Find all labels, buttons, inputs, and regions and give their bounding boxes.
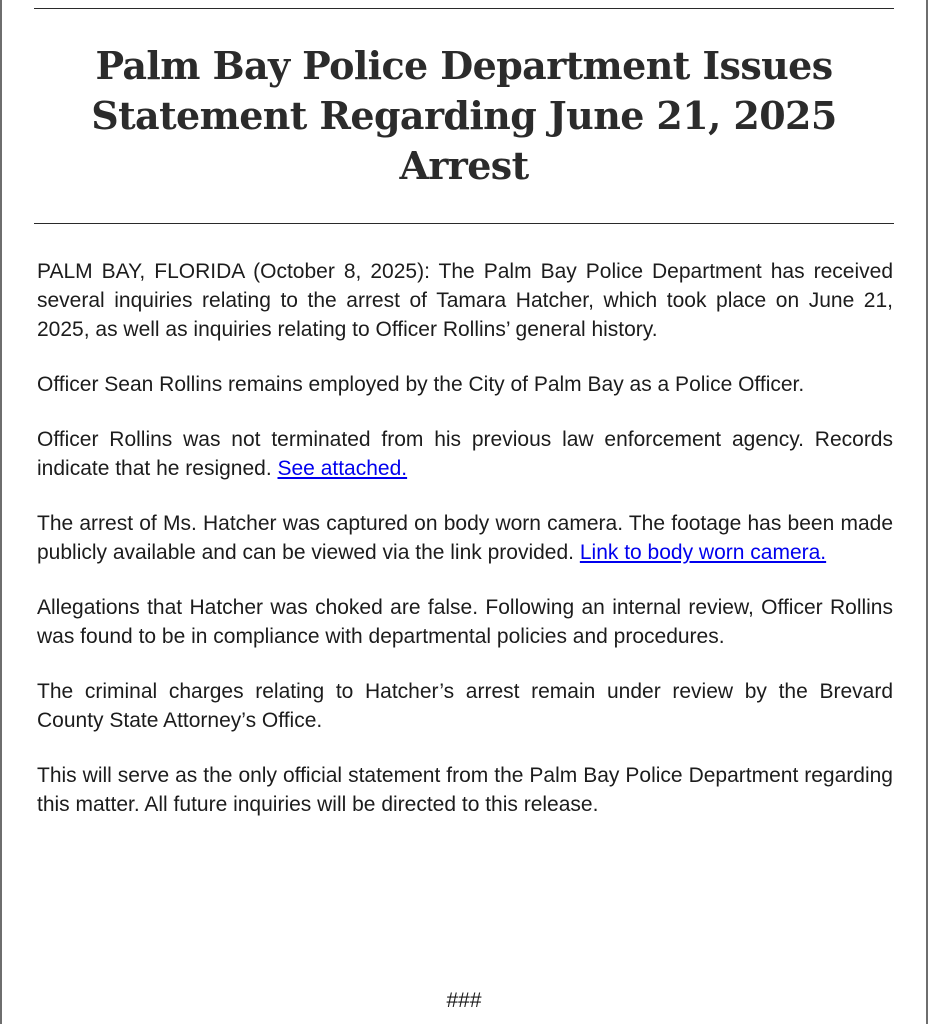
paragraph-allegations: Allegations that Hatcher was choked are false. Following an internal review, Officer Rollins was found to be in compliance with departmental policies and procedures.: [37, 596, 893, 648]
see-attached-link[interactable]: See attached.: [277, 457, 408, 480]
paragraph-closing: This will serve as the only official statement from the Palm Bay Police Department regarding this matter. All future inquiries will be directed to this release.: [37, 764, 893, 816]
paragraph-body-camera-text: The arrest of Ms. Hatcher was captured on body worn camera. The footage has been made publicly available and can be viewed via the link provided.: [37, 512, 893, 564]
end-mark: ###: [446, 989, 482, 1012]
page-title: Palm Bay Police Department Issues Statement Regarding June 21, 2025 Arrest: [91, 43, 837, 188]
top-divider: [34, 8, 894, 9]
paragraph-body-camera: [37, 509, 893, 567]
paragraph-charges: The criminal charges relating to Hatcher’s arrest remain under review by the Brevard County State Attorney’s Office.: [37, 680, 893, 732]
paragraph-intro: PALM BAY, FLORIDA (October 8, 2025): The Palm Bay Police Department has received several inquiries relating to the arrest of Tamara Hatcher, which took place on June 21, 2025, as well as inquiries relating to Officer Rollins’ general history.: [37, 260, 893, 341]
paragraph-resignation-text: Officer Rollins was not terminated from his previous law enforcement agency. Records indicate that he resigned.: [37, 428, 893, 480]
release-body: [37, 257, 893, 845]
paragraph-employment: Officer Sean Rollins remains employed by the City of Palm Bay as a Police Officer.: [37, 373, 805, 396]
paragraph-resignation: [37, 425, 893, 483]
body-camera-link[interactable]: Link to body worn camera.: [579, 541, 827, 564]
title-divider: [34, 223, 894, 224]
